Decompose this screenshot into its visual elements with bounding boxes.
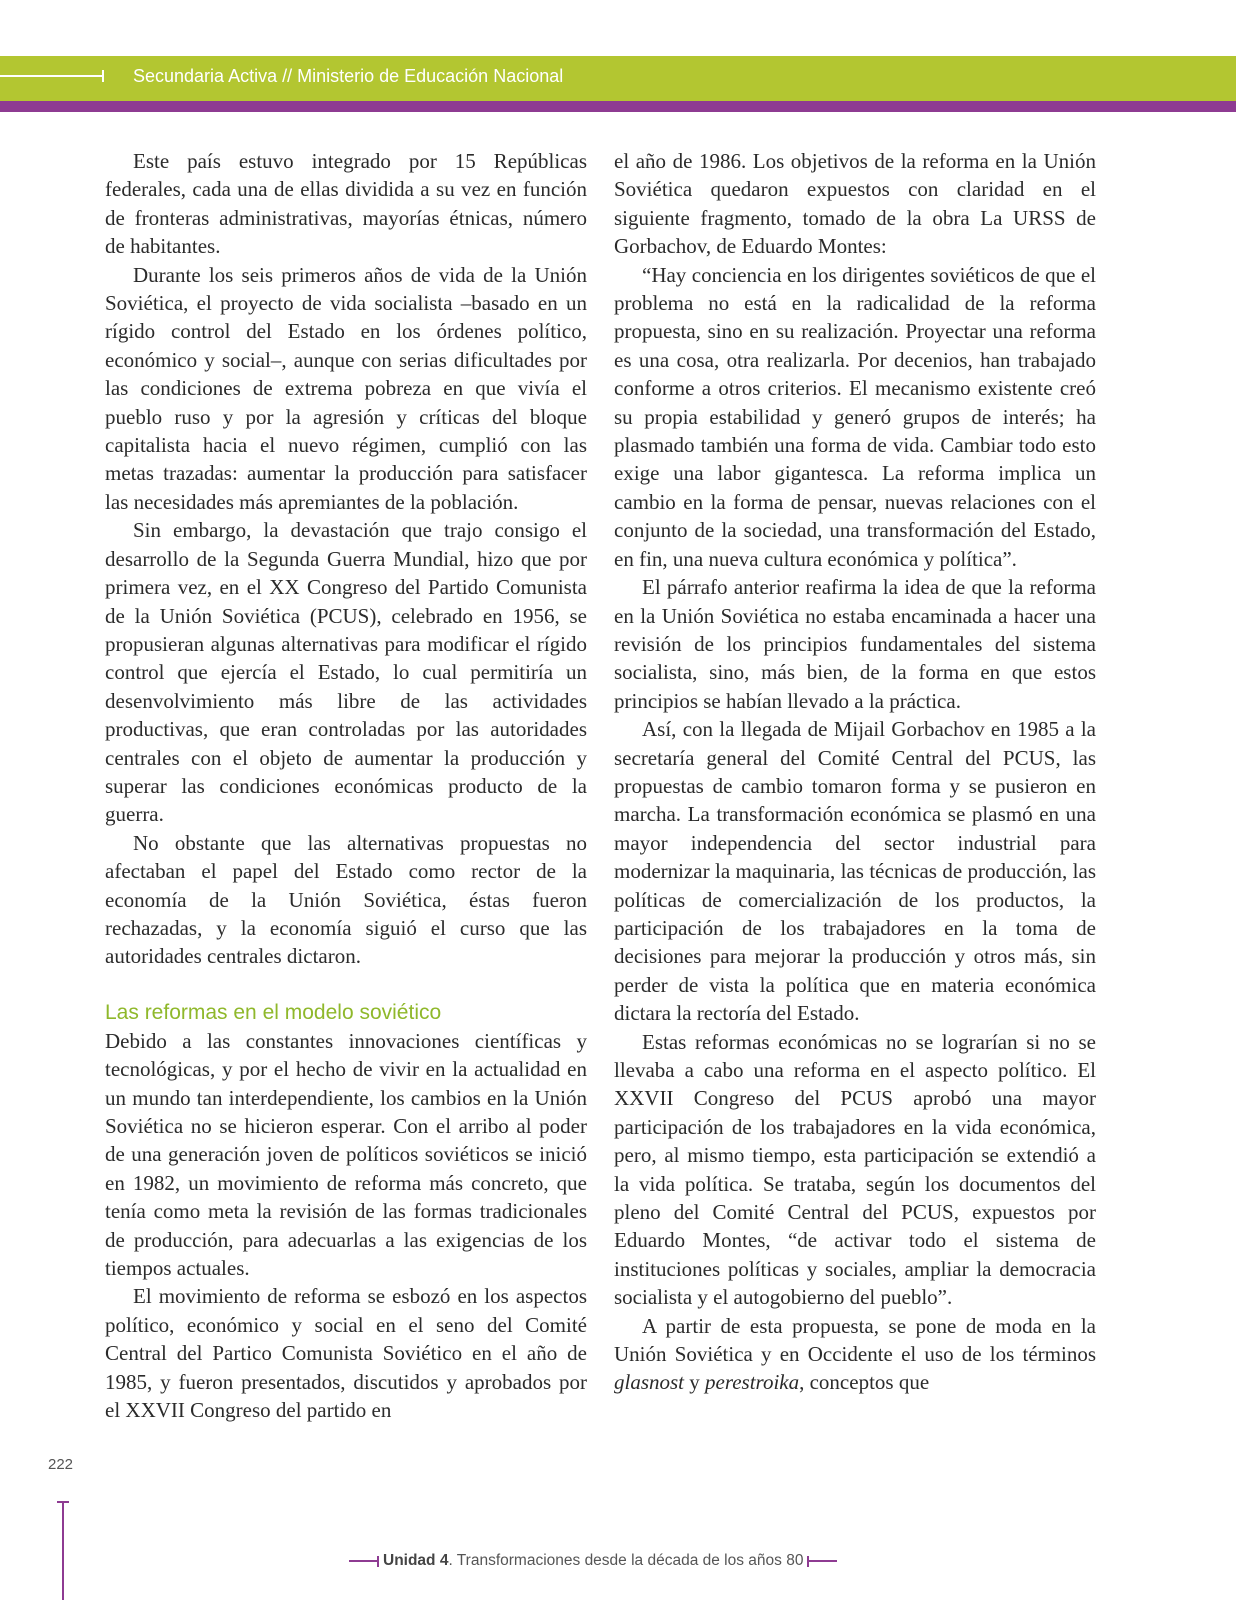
header-rule-tick [102,70,104,82]
paragraph: Estas reformas económicas no se lograrían si no se llevaba a cabo una reforma en el aspecto político. El XXVII Congreso del PCUS aprobó una mayor participación de los trabajadores en la vida económica, pero, al mismo tiempo, esta participación se extendió a la vida política. Se trataba, según los documentos del pleno del Comité Central del PCUS, expuestos por Eduardo Montes, “de activar todo el sistema de instituciones políticas y sociales, ampliar la democracia socialista y el autogobierno del pueblo”. [614,1029,1096,1310]
section-heading: Las reformas en el modelo soviético [105,1000,442,1024]
right-column [614,147,1096,1397]
header-purple-band [0,101,1236,112]
header-rule [0,75,104,77]
paragraph: Durante los seis primeros años de vida de la Unión Soviética, el proyecto de vida socialista –basado en un rígido control del Estado en los órdenes político, económico y social–, aunque con serias dificultades por las condiciones de extrema pobreza en que vivía el pueblo ruso y por la agresión y críticas del bloque capitalista hacia el nuevo régimen, cumplió con las metas trazadas: aumentar la producción para satisfacer las necesidades más apremiantes de la población. [105,262,587,514]
paragraph: Este país estuvo integrado por 15 Repúblicas federales, cada una de ellas dividida a su vez en función de fronteras administrativas, mayorías étnicas, número de habitantes. [105,149,587,259]
paragraph-text: y [684,1370,706,1395]
margin-rule [62,1502,64,1600]
paragraph: el año de 1986. Los objetivos de la reforma en la Unión Soviética quedaron expuestos con claridad en el siguiente fragmento, tomado de la obra La URSS de Gorbachov, de Eduardo Montes: [614,149,1096,259]
quote-paragraph: “Hay conciencia en los dirigentes soviéticos de que el problema no está en la radicalidad de la reforma propuesta, sino en su realización. Proyectar una reforma es una cosa, otra realizarla. Por decenios, han trabajado conforme a otros criterios. El mecanismo existente creó su propia estabilidad y generó grupos de interés; ha plasmado también una forma de vida. Cambiar todo esto exige una labor gigantesca. La reforma implica un cambio en la forma de pensar, nuevas relaciones con el conjunto de la sociedad, una transformación del Estado, en fin, una nueva cultura económica y política”. [614,262,1096,571]
page-number: 222 [48,1456,74,1473]
footer-text [379,1552,807,1570]
paragraph: Así, con la llegada de Mijail Gorbachov en 1985 a la secretaría general del Comité Central del PCUS, las propuestas de cambio tomaron forma y se pusieron en marcha. La transformación económica se plasmó en una mayor independencia del sector industrial para modernizar la maquinaria, las técnicas de producción, las políticas de comercialización de los productos, la participación de los trabajadores en la toma de decisiones para mejorar la producción y otros más, sin perder de vista la política que en materia económica dictara la rectoría del Estado. [614,717,1096,1026]
header-band [0,56,1236,101]
footer [349,1550,849,1572]
paragraph: Sin embargo, la devastación que trajo consigo el desarrollo de la Segunda Guerra Mundial, hizo que por primera vez, en el XX Congreso del Partido Comunista de la Unión Soviética (PCUS), celebrado en 1956, se propusieran algunas alternativas para modificar el rígido control que ejercía el Estado, lo cual permitiría un desenvolvimiento más libre de las actividades productivas, que eran controladas por las autoridades centrales con el objeto de aumentar la producción y superar las condiciones económicas producto de la guerra. [105,518,587,827]
footer-rule-right [809,1560,837,1562]
left-column [105,147,587,1424]
footer-title: . Transformaciones desde la década de los años 80 [448,1552,804,1569]
term-perestroika: perestroika [705,1370,800,1395]
paragraph [614,1312,1096,1397]
paragraph-text: , conceptos que [799,1370,930,1395]
footer-unit: Unidad 4 [383,1552,449,1569]
paragraph: El párrafo anterior reafirma la idea de que la reforma en la Unión Soviética no estaba encaminada a hacer una revisión de los principios fundamentales del sistema socialista, sino, más bien, de la forma en que estos principios se habían llevado a la práctica. [614,575,1096,713]
paragraph-text: A partir de esta propuesta, se pone de moda en la Unión Soviética y en Occidente el uso de los términos [614,1313,1096,1367]
paragraph: No obstante que las alternativas propuestas no afectaban el papel del Estado como rector de la economía de la Unión Soviética, éstas fueron rechazadas, y la economía siguió el curso que las autoridades centrales dictaron. [105,830,587,969]
header-title: Secundaria Activa // Ministerio de Educación Nacional [133,66,564,86]
footer-rule-left [349,1560,377,1562]
term-glasnost: glasnost [614,1370,685,1395]
paragraph: Debido a las constantes innovaciones científicas y tecnológicas, y por el hecho de vivir en la actualidad en un mundo tan interdependiente, los cambios en la Unión Soviética no se hicieron esperar. Con el arribo al poder de una generación joven de políticos soviéticos se inició en 1982, un movimiento de reforma más concreto, que tenía como meta la revisión de las formas tradicionales de producción, para adecuarlas a las exigencias de los tiempos actuales. [105,1028,587,1281]
paragraph: El movimiento de reforma se esbozó en los aspectos político, económico y social en el seno del Comité Central del Partico Comunista Soviético en el año de 1985, y fueron presentados, discutidos y aprobados por el XXVII Congreso del partido en [105,1284,587,1423]
